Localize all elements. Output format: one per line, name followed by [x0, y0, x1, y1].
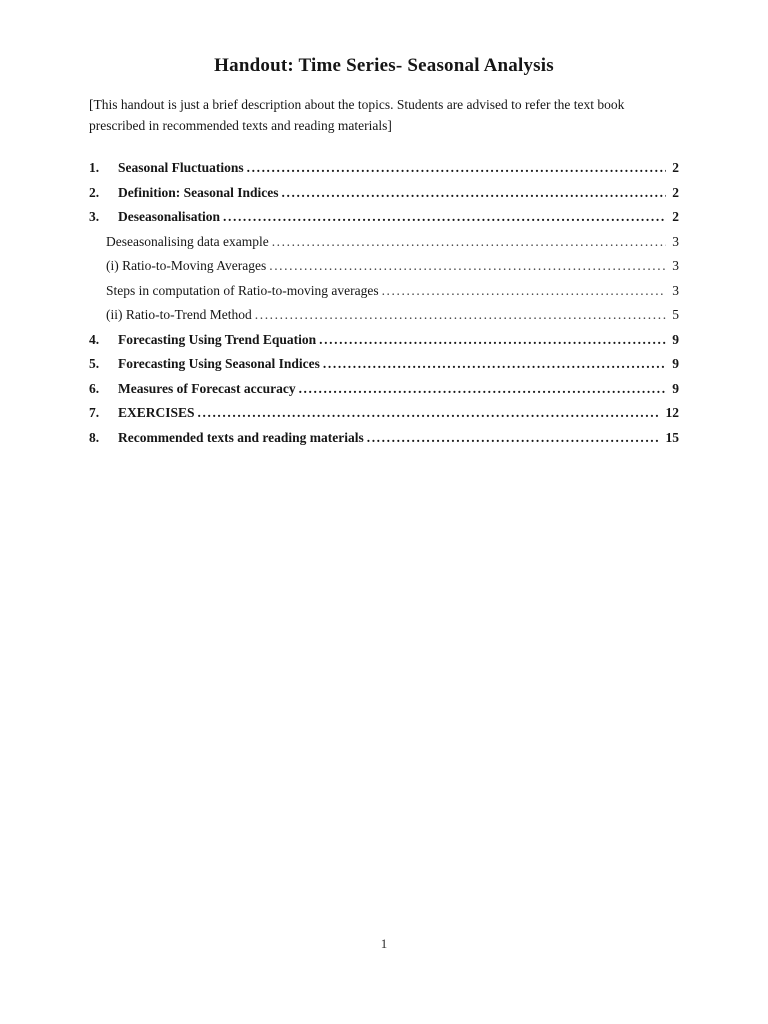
toc-entry-page: 3	[672, 233, 679, 249]
toc-entry-page: 5	[672, 307, 679, 322]
toc-entry[interactable]	[89, 230, 679, 255]
toc-dot-leader	[367, 426, 660, 451]
toc-dot-leader	[272, 230, 667, 255]
toc-entry-label: Forecasting Using Seasonal Indices	[118, 356, 320, 371]
toc-dot-leader	[299, 377, 667, 402]
toc-entry[interactable]	[89, 401, 679, 426]
toc-dot-leader	[382, 279, 667, 304]
toc-dot-leader	[255, 303, 667, 328]
toc-entry-number: 8.	[89, 429, 100, 445]
toc-entry-number: 4.	[89, 331, 100, 347]
toc-entry-number: 5.	[89, 356, 100, 371]
toc-entry-number: 3.	[89, 209, 100, 224]
toc-entry-label: Seasonal Fluctuations	[118, 160, 244, 175]
intro-note: [This handout is just a brief description about the topics. Students are advised to refer the text book prescribed in recommended texts and reading materials]	[89, 97, 625, 133]
toc-dot-leader	[323, 352, 666, 377]
toc-entry[interactable]	[89, 279, 679, 304]
toc-dot-leader	[282, 181, 667, 206]
toc-entry-label: Deseasonalising data example	[106, 233, 269, 249]
toc-entry[interactable]	[89, 352, 679, 377]
toc-entry[interactable]	[89, 303, 679, 328]
toc-entry[interactable]	[89, 181, 679, 206]
toc-entry-page: 9	[672, 380, 679, 396]
toc-dot-leader	[198, 401, 660, 426]
toc-entry-page: 9	[672, 331, 679, 347]
toc-dot-leader	[269, 254, 666, 279]
table-of-contents	[89, 156, 679, 450]
toc-entry-label: Forecasting Using Trend Equation	[118, 331, 317, 347]
toc-dot-leader	[247, 156, 667, 181]
toc-entry-label: (i) Ratio-to-Moving Averages	[106, 258, 267, 273]
page-title: Handout: Time Series- Seasonal Analysis	[214, 55, 554, 76]
toc-entry[interactable]	[89, 328, 679, 353]
toc-entry-number: 2.	[89, 184, 100, 200]
toc-entry[interactable]	[89, 254, 679, 279]
toc-entry-page: 2	[672, 160, 679, 175]
toc-entry-label: EXERCISES	[118, 405, 195, 420]
toc-entry[interactable]	[89, 377, 679, 402]
toc-entry-label: Measures of Forecast accuracy	[118, 380, 296, 396]
toc-entry-label: Definition: Seasonal Indices	[118, 184, 279, 200]
toc-entry[interactable]	[89, 426, 679, 451]
toc-entry-label: Deseasonalisation	[118, 209, 221, 224]
toc-entry-number: 6.	[89, 380, 100, 396]
toc-entry-page: 2	[672, 184, 679, 200]
toc-entry-number: 1.	[89, 160, 100, 175]
toc-entry-label: (ii) Ratio-to-Trend Method	[106, 307, 252, 322]
toc-entry-label: Recommended texts and reading materials	[118, 429, 364, 445]
toc-dot-leader	[319, 328, 666, 353]
toc-entry-page: 2	[672, 209, 679, 224]
toc-entry-page: 3	[672, 258, 679, 273]
toc-entry-page: 9	[672, 356, 679, 371]
toc-dot-leader	[223, 205, 666, 230]
page-number: 1	[380, 936, 388, 951]
toc-entry-page: 12	[665, 405, 679, 420]
toc-entry-page: 3	[672, 282, 679, 298]
toc-entry-page: 15	[665, 429, 679, 445]
toc-entry-number: 7.	[89, 405, 100, 420]
toc-entry[interactable]	[89, 205, 679, 230]
toc-entry[interactable]	[89, 156, 679, 181]
toc-entry-label: Steps in computation of Ratio-to-moving averages	[106, 282, 379, 298]
